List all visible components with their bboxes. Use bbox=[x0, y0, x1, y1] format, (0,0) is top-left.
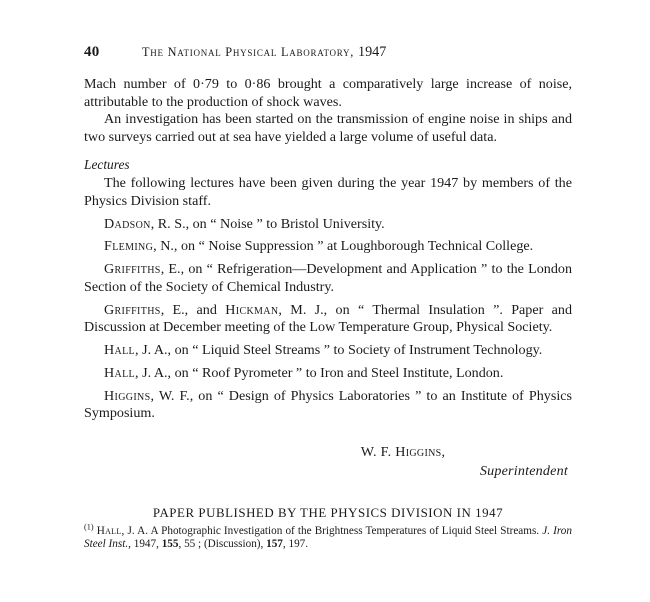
lecturer-name: Hall bbox=[104, 342, 136, 358]
lecturer-name-secondary: Hickman bbox=[225, 301, 279, 318]
lecture-detail: , R. S., on “ Noise ” to Bristol University. bbox=[150, 215, 385, 232]
lecturer-name: Griffiths bbox=[104, 301, 161, 318]
signature-role: Superintendent bbox=[479, 462, 568, 479]
signature-block bbox=[84, 443, 572, 480]
footnote-pages-2: , 197. bbox=[282, 538, 309, 551]
lecture-detail: , J. A., on “ Liquid Steel Streams ” to Society of Instrument Technology. bbox=[135, 342, 543, 358]
body-text bbox=[84, 76, 572, 146]
lecturer-name: Dadson bbox=[104, 215, 151, 232]
footnote-marker: (1) bbox=[84, 521, 94, 531]
lecture-detail: , E., on “ Refrigeration—Development and Application ” to the London Section of the Society of Chemical Industry. bbox=[84, 261, 572, 295]
footnote-volume-1: 155 bbox=[161, 538, 179, 551]
section-heading-lectures: Lectures bbox=[84, 157, 130, 173]
footnote-volume-2: 157 bbox=[266, 538, 283, 551]
lecture-detail: , W. F., on “ Design of Physics Laboratories ” to an Institute of Physics Symposium. bbox=[84, 387, 572, 422]
lecturer-name: Fleming bbox=[104, 238, 154, 255]
footnote-pages-1: , 55 ; (Discussion), bbox=[178, 538, 267, 551]
page-number: 40 bbox=[84, 44, 100, 60]
running-head-title bbox=[142, 44, 386, 61]
lecture-entry-griffiths-refrigeration bbox=[84, 261, 572, 296]
lectures-list bbox=[84, 175, 572, 422]
lecture-conjunction: , E., and bbox=[160, 301, 226, 318]
footnote-title: A Photographic Investigation of the Brightness Temperatures of Liquid Steel Streams. bbox=[148, 524, 543, 537]
footnote-reference bbox=[84, 521, 572, 552]
lecture-entry-griffiths-hickman bbox=[84, 302, 572, 337]
footnote-author-initials: , J. A. bbox=[121, 524, 149, 537]
footnote-year: , 1947, bbox=[128, 538, 162, 551]
running-head bbox=[84, 44, 572, 66]
lecturer-name: Higgins bbox=[104, 387, 151, 404]
footnote-journal: J. Iron Steel Inst. bbox=[84, 524, 572, 551]
lecture-entry-dadson bbox=[84, 216, 572, 233]
lecture-entry-higgins bbox=[84, 388, 572, 423]
lecture-detail: , J. A., on “ Roof Pyrometer ” to Iron and Steel Institute, London. bbox=[135, 364, 504, 381]
lectures-intro: The following lectures have been given during the year 1947 by members of the Physics Division staff. bbox=[84, 175, 572, 209]
paper-published-section bbox=[84, 506, 572, 552]
running-head-text: The National Physical Laboratory, bbox=[142, 45, 355, 59]
lecture-detail: , N., on “ Noise Suppression ” at Loughborough Technical College. bbox=[153, 238, 534, 255]
paragraph-investigation: An investigation has been started on the transmission of engine noise in ships and two surveys carried out at sea have yielded a large volume of useful data. bbox=[84, 111, 572, 145]
lecture-entry-hall-liquid-steel bbox=[84, 342, 572, 359]
paper-section-heading: PAPER PUBLISHED BY THE PHYSICS DIVISION IN 1947 bbox=[152, 505, 504, 520]
lecturer-name: Hall bbox=[104, 364, 136, 381]
signature-name: W. F. Higgins, bbox=[360, 443, 446, 460]
running-head-year: 1947 bbox=[357, 44, 387, 60]
lecture-entry-fleming bbox=[84, 238, 572, 255]
lecture-entry-hall-roof-pyrometer bbox=[84, 365, 572, 382]
footnote-author: Hall bbox=[96, 524, 122, 537]
lecture-detail: , M. J., on “ Thermal Insulation ”. Paper and Discussion at December meeting of the Low Temperature Group, Physical Society. bbox=[84, 301, 572, 336]
lecturer-name: Griffiths bbox=[104, 261, 161, 278]
paragraph-mach-number: Mach number of 0·79 to 0·86 brought a comparatively large increase of noise, attributable to the production of shock waves. bbox=[84, 76, 572, 110]
